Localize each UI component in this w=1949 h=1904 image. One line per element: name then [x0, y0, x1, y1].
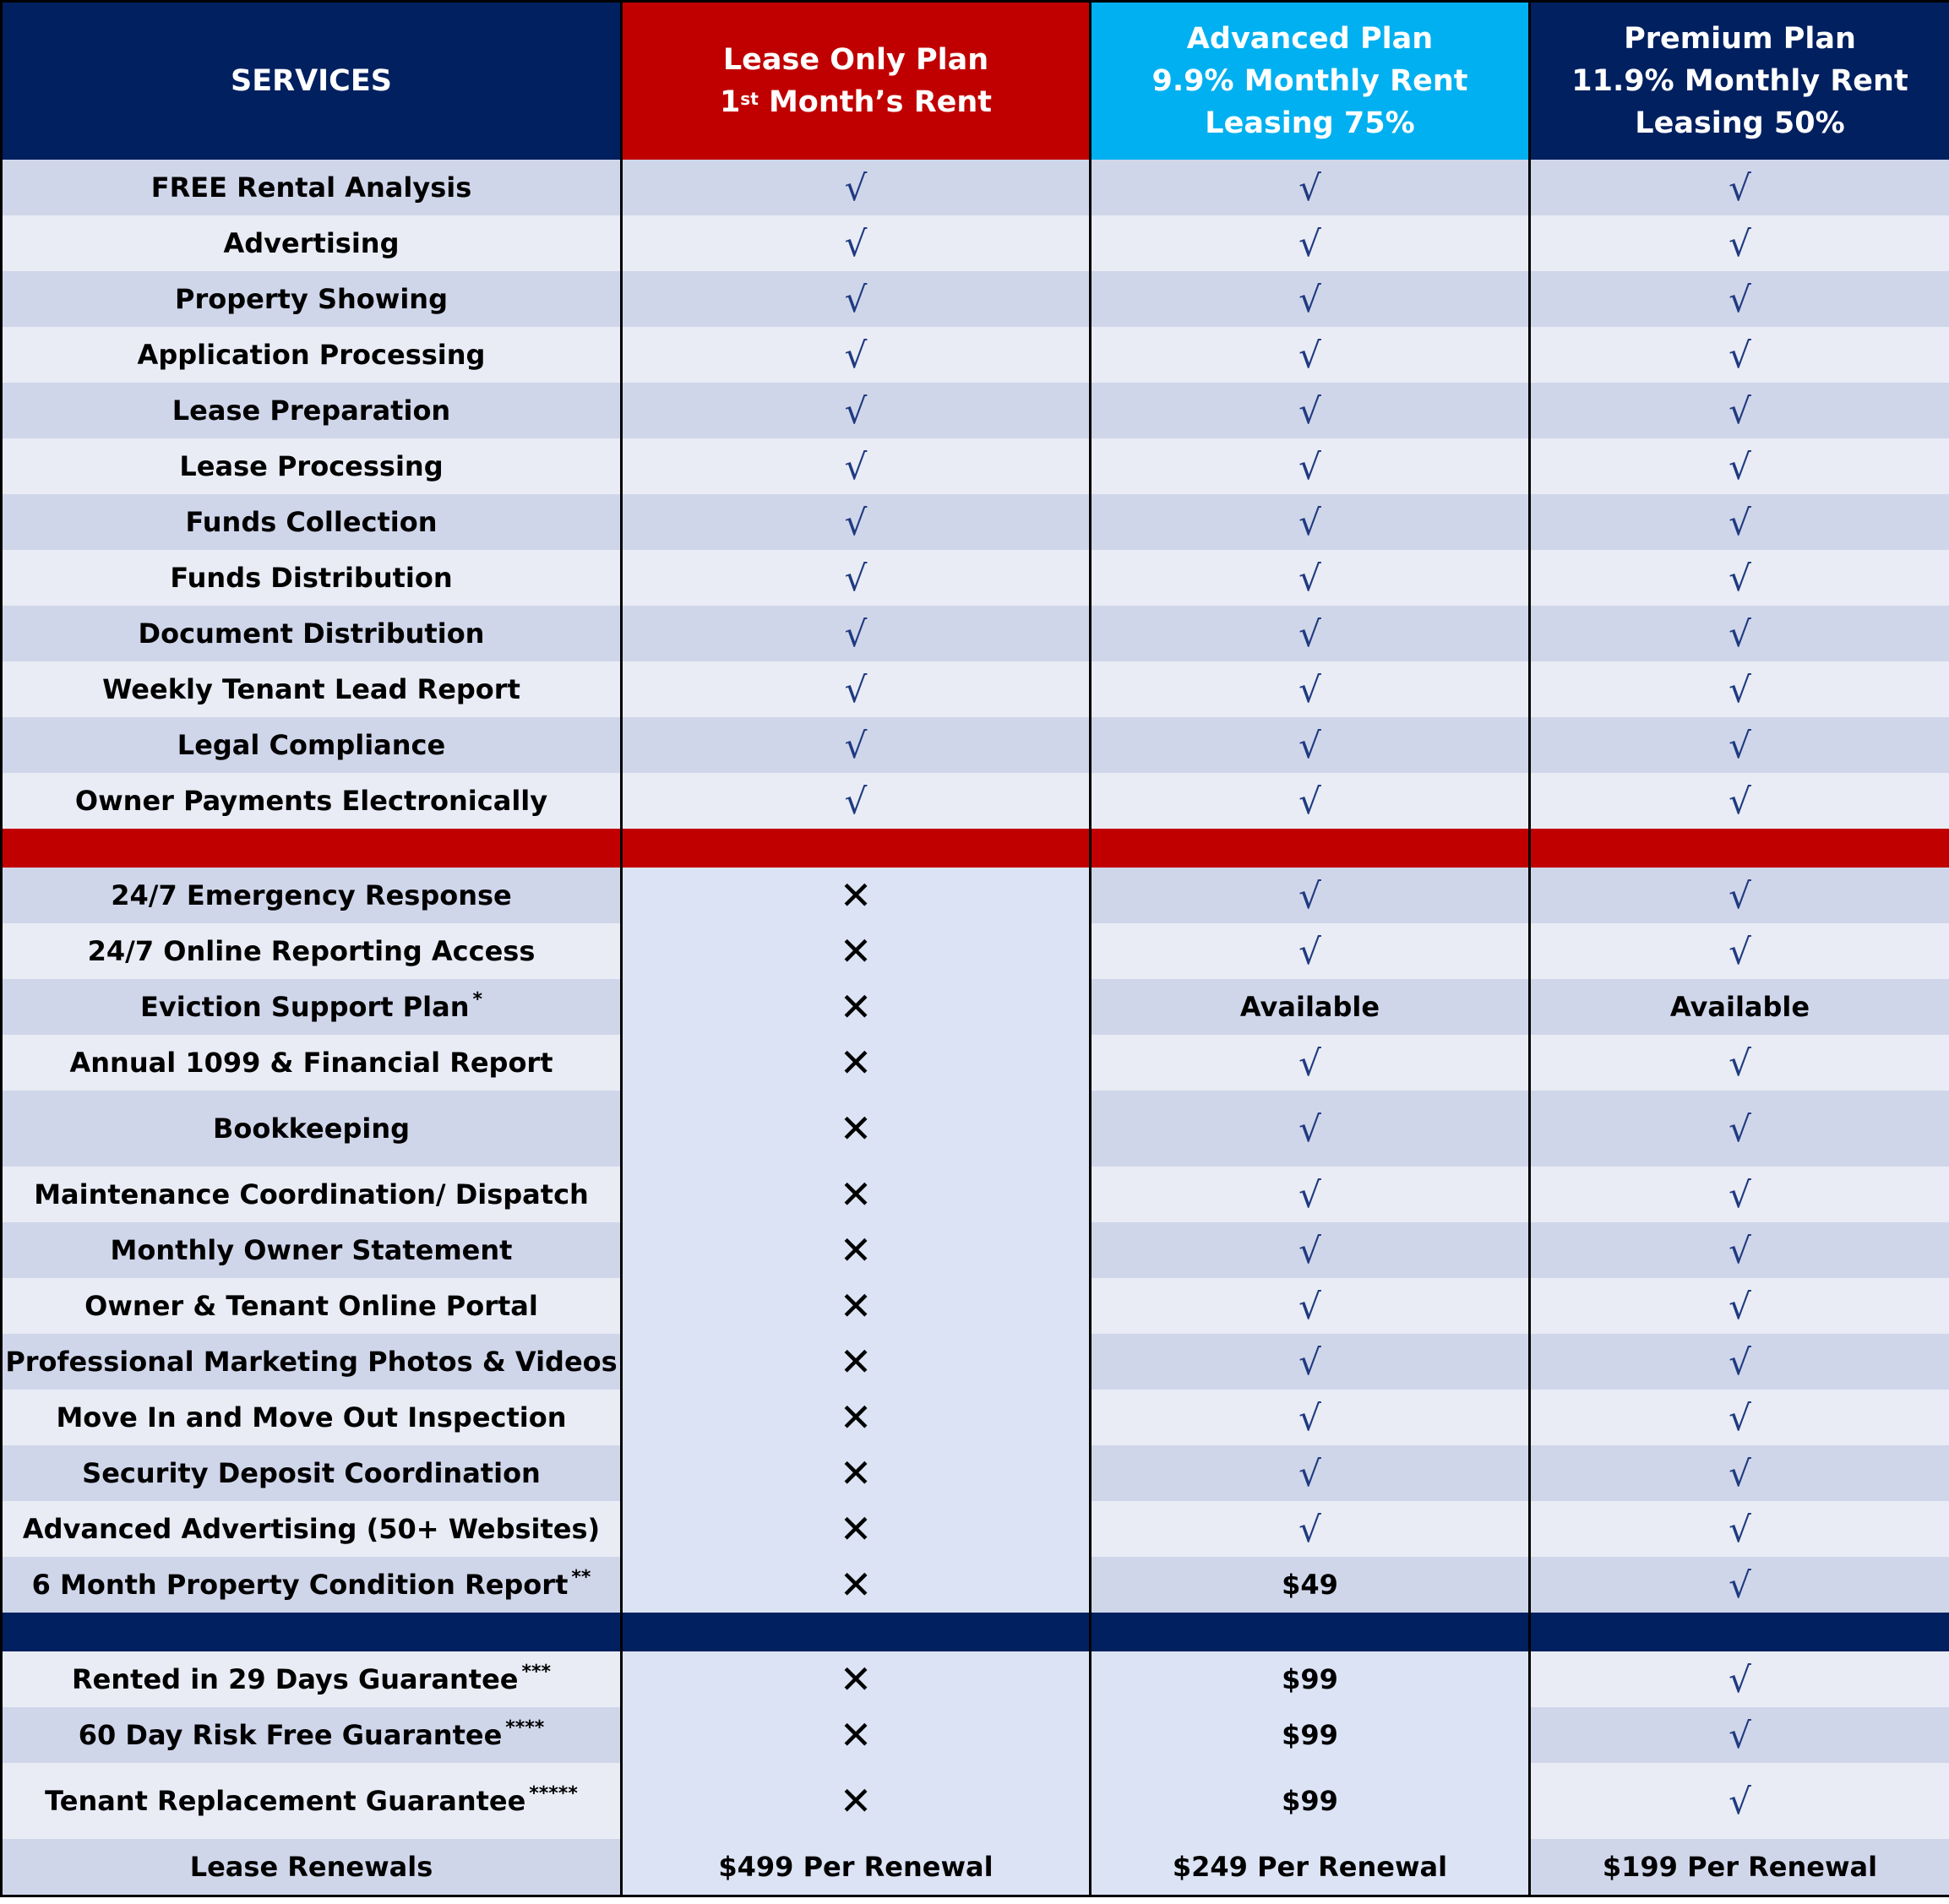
service-label: Professional Marketing Photos & Videos [5, 1346, 618, 1378]
cell-value: $249 Per Renewal [1172, 1851, 1448, 1883]
check-icon: √ [1729, 389, 1751, 432]
lease-only-plan-cell [622, 1390, 1091, 1445]
service-label: Advertising [223, 227, 400, 259]
lease-only-plan-cell [622, 1334, 1091, 1390]
service-cell [2, 1091, 622, 1167]
cell-value: $99 [1282, 1663, 1338, 1695]
service-label: Move In and Move Out Inspection [56, 1401, 567, 1433]
service-cell [2, 606, 622, 661]
service-cell [2, 773, 622, 829]
check-icon: √ [1729, 501, 1751, 543]
lease-only-plan-cell [622, 1278, 1091, 1334]
cross-icon: ✕ [839, 873, 873, 918]
lease-only-plan-cell [622, 1707, 1091, 1763]
check-icon: √ [844, 445, 868, 487]
table-row [2, 661, 1949, 717]
lease-only-plan-cell [622, 1501, 1091, 1557]
premium-plan-cell [1530, 979, 1949, 1035]
footnote-marker: *** [521, 1662, 551, 1683]
divider-cell [1530, 1613, 1949, 1651]
service-cell [2, 979, 622, 1035]
service-label: Lease Preparation [171, 394, 451, 427]
check-icon: √ [844, 334, 868, 376]
service-label: 6 Month Property Condition Report [31, 1569, 569, 1601]
advanced-plan-cell [1091, 1651, 1530, 1707]
advanced-plan-monthly-rent: 9.9% Monthly Rent [1151, 64, 1468, 98]
service-label: FREE Rental Analysis [150, 171, 472, 204]
cell-value: $99 [1282, 1719, 1338, 1751]
table-row [2, 1763, 1949, 1839]
service-cell [2, 1222, 622, 1278]
advanced-plan-cell [1091, 1763, 1530, 1839]
advanced-plan-cell [1091, 717, 1530, 773]
check-icon: √ [1729, 1780, 1751, 1822]
check-icon: √ [1298, 1173, 1321, 1216]
section-divider [2, 829, 1949, 868]
check-icon: √ [1729, 1173, 1751, 1216]
lease-only-plan-cell [622, 550, 1091, 606]
advanced-plan-cell [1091, 1390, 1530, 1445]
service-label: Lease Processing [179, 450, 444, 482]
cross-icon: ✕ [839, 1106, 873, 1151]
advanced-plan-cell [1091, 1501, 1530, 1557]
table-row [2, 1501, 1949, 1557]
cell-value: $99 [1282, 1785, 1338, 1817]
lease-only-plan-cell [622, 868, 1091, 923]
service-cell [2, 717, 622, 773]
footnote-marker: ** [571, 1567, 591, 1588]
advanced-plan-cell [1091, 1035, 1530, 1091]
premium-plan-cell [1530, 717, 1949, 773]
premium-plan-cell [1530, 1501, 1949, 1557]
premium-plan-cell [1530, 773, 1949, 829]
service-cell [2, 215, 622, 271]
service-cell [2, 1390, 622, 1445]
footnote-marker: **** [505, 1717, 545, 1738]
check-icon: √ [1298, 445, 1321, 487]
lease-only-plan-cell [622, 979, 1091, 1035]
cross-icon: ✕ [839, 1339, 873, 1384]
header-premium-plan [1530, 2, 1949, 160]
service-label: Funds Collection [185, 506, 438, 538]
divider-cell [622, 829, 1091, 868]
service-label: Annual 1099 & Financial Report [69, 1047, 553, 1079]
check-icon: √ [1298, 278, 1321, 320]
check-icon: √ [1298, 1107, 1321, 1150]
check-icon: √ [1298, 1042, 1321, 1084]
table-row [2, 1167, 1949, 1222]
premium-plan-cell [1530, 327, 1949, 383]
service-label: Eviction Support Plan [140, 991, 470, 1023]
premium-plan-cell [1530, 1167, 1949, 1222]
section-divider [2, 1613, 1949, 1651]
lease-only-plan-cell [622, 661, 1091, 717]
check-icon: √ [1729, 1341, 1751, 1383]
service-cell [2, 1557, 622, 1613]
check-icon: √ [1298, 222, 1321, 264]
premium-plan-cell [1530, 1839, 1949, 1896]
lease-only-plan-cell [622, 1557, 1091, 1613]
header-row [2, 2, 1949, 160]
service-label: 60 Day Risk Free Guarantee [78, 1719, 503, 1751]
premium-plan-cell [1530, 1278, 1949, 1334]
advanced-plan-cell [1091, 1445, 1530, 1501]
lease-only-plan-cell [622, 327, 1091, 383]
cross-icon: ✕ [839, 984, 873, 1030]
check-icon: √ [1729, 1396, 1751, 1439]
table-row [2, 1557, 1949, 1613]
lease-only-plan-name: Lease Only Plan [722, 43, 989, 77]
lease-only-plan-cell [622, 1035, 1091, 1091]
service-cell [2, 1334, 622, 1390]
cell-value: $199 Per Renewal [1602, 1851, 1878, 1883]
table-row [2, 550, 1949, 606]
table-row [2, 438, 1949, 494]
advanced-plan-cell [1091, 1222, 1530, 1278]
lease-only-plan-cell [622, 383, 1091, 438]
table-row [2, 271, 1949, 327]
check-icon: √ [844, 780, 868, 822]
advanced-plan-leasing: Leasing 75% [1205, 106, 1415, 140]
premium-plan-cell [1530, 438, 1949, 494]
table-row [2, 1651, 1949, 1707]
premium-plan-cell [1530, 661, 1949, 717]
check-icon: √ [844, 278, 868, 320]
cross-icon: ✕ [839, 1778, 873, 1824]
advanced-plan-cell [1091, 1091, 1530, 1167]
check-icon: √ [1729, 278, 1751, 320]
service-label: Application Processing [137, 339, 486, 371]
advanced-plan-cell [1091, 438, 1530, 494]
lease-only-plan-cell [622, 271, 1091, 327]
service-label: Owner & Tenant Online Portal [84, 1290, 538, 1322]
advanced-plan-cell [1091, 979, 1530, 1035]
check-icon: √ [844, 557, 868, 599]
advanced-plan-cell [1091, 1557, 1530, 1613]
service-label: Tenant Replacement Guarantee [45, 1785, 526, 1817]
check-icon: √ [1729, 1042, 1751, 1084]
premium-plan-cell [1530, 1557, 1949, 1613]
divider-cell [1091, 829, 1530, 868]
check-icon: √ [844, 668, 868, 710]
lease-only-plan-cell [622, 160, 1091, 215]
lease-only-plan-cell [622, 215, 1091, 271]
lease-only-plan-cell [622, 773, 1091, 829]
table-row [2, 1334, 1949, 1390]
table-row [2, 160, 1949, 215]
check-icon: √ [1298, 1285, 1321, 1327]
advanced-plan-cell [1091, 773, 1530, 829]
table-row [2, 606, 1949, 661]
footnote-marker: * [472, 989, 482, 1010]
service-label: Security Deposit Coordination [82, 1457, 541, 1489]
service-label: 24/7 Online Reporting Access [87, 935, 536, 967]
check-icon: √ [1729, 612, 1751, 655]
check-icon: √ [844, 612, 868, 655]
premium-plan-cell [1530, 271, 1949, 327]
lease-only-plan-cell [622, 1839, 1091, 1896]
advanced-plan-cell [1091, 160, 1530, 215]
service-cell [2, 550, 622, 606]
divider-cell [2, 829, 622, 868]
check-icon: √ [1298, 334, 1321, 376]
cross-icon: ✕ [839, 1506, 873, 1552]
lease-only-plan-cell [622, 494, 1091, 550]
service-cell [2, 661, 622, 717]
advanced-plan-name: Advanced Plan [1186, 22, 1434, 56]
check-icon: √ [1729, 1452, 1751, 1494]
divider-cell [1530, 829, 1949, 868]
service-label: Bookkeeping [212, 1112, 411, 1145]
service-cell [2, 868, 622, 923]
check-icon: √ [1729, 1229, 1751, 1271]
advanced-plan-cell [1091, 1334, 1530, 1390]
cross-icon: ✕ [839, 1172, 873, 1217]
check-icon: √ [1729, 724, 1751, 766]
service-label: Property Showing [175, 283, 448, 315]
premium-plan-leasing: Leasing 50% [1635, 106, 1845, 140]
table-row [2, 327, 1949, 383]
advanced-plan-cell [1091, 1278, 1530, 1334]
premium-plan-cell [1530, 606, 1949, 661]
check-icon: √ [1298, 668, 1321, 710]
service-cell [2, 1707, 622, 1763]
service-label: Document Distribution [138, 617, 485, 650]
premium-plan-cell [1530, 1091, 1949, 1167]
lease-only-plan-cell [622, 1445, 1091, 1501]
service-cell [2, 438, 622, 494]
header-services [2, 2, 622, 160]
advanced-plan-cell [1091, 868, 1530, 923]
premium-plan-cell [1530, 550, 1949, 606]
footnote-marker: ***** [529, 1783, 578, 1804]
check-icon: √ [1298, 389, 1321, 432]
check-icon: √ [1729, 445, 1751, 487]
table-row [2, 1390, 1949, 1445]
check-icon: √ [1729, 1107, 1751, 1150]
advanced-plan-cell [1091, 1839, 1530, 1896]
check-icon: √ [1729, 668, 1751, 710]
premium-plan-cell [1530, 383, 1949, 438]
check-icon: √ [1298, 166, 1321, 209]
service-label: 24/7 Emergency Response [111, 879, 512, 911]
lease-only-plan-cell [622, 717, 1091, 773]
table-body [2, 160, 1949, 1896]
service-cell [2, 494, 622, 550]
table-row [2, 215, 1949, 271]
cross-icon: ✕ [839, 1562, 873, 1608]
service-label: Maintenance Coordination/ Dispatch [34, 1178, 589, 1210]
advanced-plan-cell [1091, 327, 1530, 383]
divider-cell [2, 1613, 622, 1651]
service-label: Legal Compliance [177, 729, 446, 761]
cross-icon: ✕ [839, 1450, 873, 1496]
table-row [2, 1839, 1949, 1896]
advanced-plan-cell [1091, 1167, 1530, 1222]
check-icon: √ [844, 501, 868, 543]
lease-only-plan-cell [622, 923, 1091, 979]
check-icon: √ [1729, 1714, 1751, 1756]
service-cell [2, 160, 622, 215]
service-cell [2, 1035, 622, 1091]
service-cell [2, 383, 622, 438]
check-icon: √ [1298, 1452, 1321, 1494]
lease-only-plan-cell [622, 1091, 1091, 1167]
check-icon: √ [1729, 930, 1751, 972]
advanced-plan-cell [1091, 923, 1530, 979]
check-icon: √ [1298, 1508, 1321, 1550]
premium-plan-cell [1530, 1334, 1949, 1390]
divider-cell [1091, 1613, 1530, 1651]
cross-icon: ✕ [839, 1283, 873, 1329]
cross-icon: ✕ [839, 1656, 873, 1702]
service-cell [2, 327, 622, 383]
check-icon: √ [1298, 874, 1321, 917]
premium-plan-cell [1530, 1707, 1949, 1763]
lease-only-plan-cell [622, 1651, 1091, 1707]
lease-only-plan-price: 1st Month’s Rent [719, 85, 993, 119]
header-lease-only-plan [622, 2, 1091, 160]
lease-only-plan-cell [622, 1763, 1091, 1839]
cross-icon: ✕ [839, 1040, 873, 1085]
advanced-plan-cell [1091, 606, 1530, 661]
check-icon: √ [1298, 930, 1321, 972]
divider-cell [622, 1613, 1091, 1651]
service-cell [2, 1445, 622, 1501]
service-label: Rented in 29 Days Guarantee [72, 1663, 519, 1695]
table-row [2, 773, 1949, 829]
cell-value: Available [1669, 991, 1810, 1023]
check-icon: √ [1729, 222, 1751, 264]
advanced-plan-cell [1091, 661, 1530, 717]
check-icon: √ [844, 166, 868, 209]
table-row [2, 1278, 1949, 1334]
cell-value: Available [1239, 991, 1380, 1023]
advanced-plan-cell [1091, 550, 1530, 606]
check-icon: √ [1298, 501, 1321, 543]
lease-only-plan-cell [622, 606, 1091, 661]
advanced-plan-cell [1091, 383, 1530, 438]
table-row [2, 1091, 1949, 1167]
service-cell [2, 1278, 622, 1334]
check-icon: √ [1298, 1341, 1321, 1383]
table-row [2, 1222, 1949, 1278]
premium-plan-cell [1530, 1445, 1949, 1501]
check-icon: √ [1729, 334, 1751, 376]
check-icon: √ [1729, 874, 1751, 917]
check-icon: √ [1298, 724, 1321, 766]
cell-value: $49 [1282, 1569, 1338, 1601]
premium-plan-monthly-rent: 11.9% Monthly Rent [1571, 64, 1908, 98]
check-icon: √ [1729, 1564, 1751, 1606]
service-label: Advanced Advertising (50+ Websites) [22, 1513, 601, 1545]
service-label: Lease Renewals [189, 1851, 433, 1883]
advanced-plan-cell [1091, 1707, 1530, 1763]
table-row [2, 717, 1949, 773]
table-row [2, 868, 1949, 923]
advanced-plan-cell [1091, 271, 1530, 327]
check-icon: √ [1729, 1508, 1751, 1550]
table-row [2, 1035, 1949, 1091]
advanced-plan-cell [1091, 215, 1530, 271]
header-services-label: SERVICES [231, 64, 392, 98]
service-cell [2, 923, 622, 979]
cross-icon: ✕ [839, 1395, 873, 1440]
header-advanced-plan [1091, 2, 1530, 160]
premium-plan-cell [1530, 868, 1949, 923]
service-cell [2, 1651, 622, 1707]
lease-only-plan-cell [622, 1167, 1091, 1222]
premium-plan-cell [1530, 1222, 1949, 1278]
cross-icon: ✕ [839, 928, 873, 974]
service-label: Weekly Tenant Lead Report [102, 673, 520, 705]
service-label: Owner Payments Electronically [74, 785, 548, 817]
cross-icon: ✕ [839, 1712, 873, 1758]
check-icon: √ [844, 724, 868, 766]
check-icon: √ [1298, 612, 1321, 655]
check-icon: √ [1298, 1229, 1321, 1271]
premium-plan-name: Premium Plan [1624, 22, 1856, 56]
check-icon: √ [1729, 1285, 1751, 1327]
advanced-plan-cell [1091, 494, 1530, 550]
check-icon: √ [1298, 1396, 1321, 1439]
check-icon: √ [1729, 780, 1751, 822]
check-icon: √ [1729, 557, 1751, 599]
table-row [2, 923, 1949, 979]
premium-plan-cell [1530, 160, 1949, 215]
service-cell [2, 1167, 622, 1222]
check-icon: √ [1729, 1658, 1751, 1700]
check-icon: √ [1729, 166, 1751, 209]
premium-plan-cell [1530, 1651, 1949, 1707]
lease-only-plan-cell [622, 438, 1091, 494]
service-label: Monthly Owner Statement [110, 1234, 513, 1266]
cell-value: $499 Per Renewal [718, 1851, 994, 1883]
check-icon: √ [844, 222, 868, 264]
service-label: Funds Distribution [170, 562, 453, 594]
service-cell [2, 1839, 622, 1896]
check-icon: √ [1298, 780, 1321, 822]
table-row [2, 979, 1949, 1035]
service-cell [2, 271, 622, 327]
premium-plan-cell [1530, 1763, 1949, 1839]
table-row [2, 1445, 1949, 1501]
service-cell [2, 1501, 622, 1557]
check-icon: √ [1298, 557, 1321, 599]
premium-plan-cell [1530, 215, 1949, 271]
check-icon: √ [844, 389, 868, 432]
premium-plan-cell [1530, 1390, 1949, 1445]
cross-icon: ✕ [839, 1227, 873, 1273]
premium-plan-cell [1530, 1035, 1949, 1091]
lease-only-plan-cell [622, 1222, 1091, 1278]
table-row [2, 494, 1949, 550]
premium-plan-cell [1530, 494, 1949, 550]
table-row [2, 1707, 1949, 1763]
premium-plan-cell [1530, 923, 1949, 979]
table-row [2, 383, 1949, 438]
service-cell [2, 1763, 622, 1839]
